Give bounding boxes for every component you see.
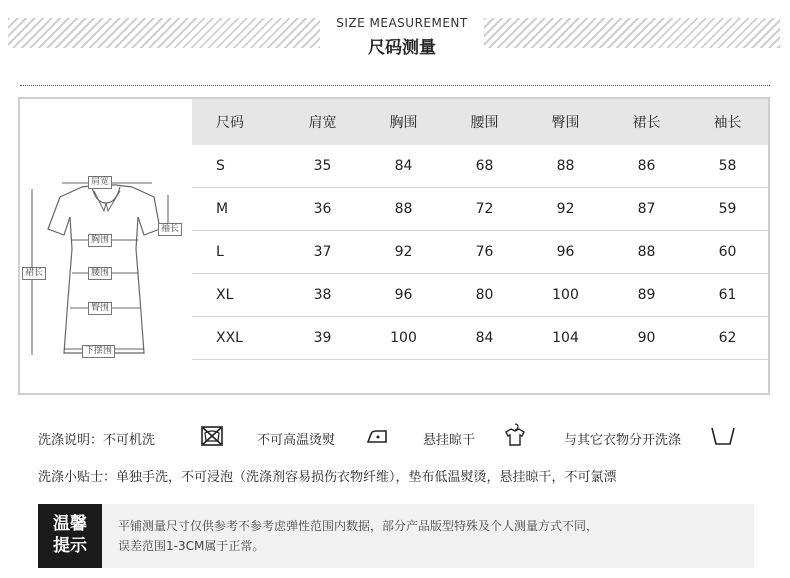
wash-label-text: 洗涤说明： [38, 433, 104, 448]
notice-badge-line2: 提示 [53, 536, 87, 556]
header-cell: 臀围 [525, 99, 606, 145]
value-cell: 100 [525, 274, 606, 317]
size-table-header [192, 99, 768, 145]
header-cell: 胸围 [363, 99, 444, 145]
size-cell: XL [192, 274, 282, 317]
title-english: SIZE MEASUREMENT [336, 16, 468, 30]
value-cell: 100 [363, 317, 444, 360]
separate-wash-icon [710, 424, 736, 448]
size-cell: S [192, 145, 282, 188]
divider-dotted [20, 85, 770, 86]
value-cell: 84 [363, 145, 444, 188]
notice-badge-line1: 温馨 [53, 514, 87, 534]
no-high-iron-text: 不可高温烫熨 [257, 433, 336, 448]
label-length: 裙长 [22, 267, 46, 280]
size-table [192, 99, 768, 398]
value-cell: 38 [282, 274, 363, 317]
label-hem: 下摆围 [82, 345, 115, 358]
no-machine-wash-icon [199, 424, 225, 448]
table-row-empty [192, 360, 768, 399]
value-cell: 58 [687, 145, 768, 188]
header-cell: 袖长 [687, 99, 768, 145]
value-cell: 72 [444, 188, 525, 231]
header-cell: 肩宽 [282, 99, 363, 145]
header-hatch-left [8, 18, 320, 48]
notice-text [118, 516, 738, 556]
value-cell: 92 [363, 231, 444, 274]
notice-line1: 平铺测量尺寸仅供参考不参考虑弹性范围内数据，部分产品版型特殊及个人测量方式不同， [118, 519, 599, 533]
dress-measurement-figure [20, 99, 192, 393]
wash-label [38, 429, 155, 448]
notice-badge [38, 504, 102, 568]
iron-icon [364, 424, 390, 448]
table-row [192, 145, 768, 188]
size-cell: M [192, 188, 282, 231]
value-cell: 84 [444, 317, 525, 360]
label-chest: 胸围 [88, 234, 112, 247]
header-cell: 腰围 [444, 99, 525, 145]
hang-dry-text: 悬挂晾干 [423, 433, 476, 448]
value-cell: 96 [525, 231, 606, 274]
label-waist: 腰围 [88, 267, 112, 280]
hang-dry-icon [502, 422, 528, 446]
value-cell: 92 [525, 188, 606, 231]
size-cell: L [192, 231, 282, 274]
value-cell: 104 [525, 317, 606, 360]
label-sleeve: 袖长 [158, 223, 182, 236]
value-cell: 39 [282, 317, 363, 360]
value-cell: 80 [444, 274, 525, 317]
separate-wash-text: 与其它衣物分开洗涤 [564, 433, 682, 448]
wash-tips-text: 单独手洗，不可浸泡（洗涤剂容易损伤衣物纤维），垫布低温熨烫，悬挂晾干，不可氯漂 [116, 470, 617, 485]
value-cell: 87 [606, 188, 687, 231]
label-hip: 臀围 [88, 302, 112, 315]
value-cell: 60 [687, 231, 768, 274]
value-cell: 36 [282, 188, 363, 231]
title-chinese: 尺码测量 [368, 38, 436, 58]
value-cell: 89 [606, 274, 687, 317]
value-cell: 59 [687, 188, 768, 231]
value-cell: 88 [606, 231, 687, 274]
table-row [192, 188, 768, 231]
value-cell: 86 [606, 145, 687, 188]
notice-line2: 误差范围1-3CM属于正常。 [118, 539, 265, 553]
value-cell: 90 [606, 317, 687, 360]
value-cell: 37 [282, 231, 363, 274]
value-cell: 61 [687, 274, 768, 317]
table-row [192, 231, 768, 274]
value-cell: 88 [525, 145, 606, 188]
value-cell: 96 [363, 274, 444, 317]
wash-tips-label: 洗涤小贴士： [38, 470, 117, 485]
wash-no-machine-text: 不可机洗 [103, 433, 156, 448]
size-cell: XXL [192, 317, 282, 360]
value-cell: 88 [363, 188, 444, 231]
wash-tips [38, 466, 778, 485]
header-hatch-right [484, 18, 780, 48]
header-cell: 裙长 [606, 99, 687, 145]
table-row [192, 317, 768, 360]
value-cell: 76 [444, 231, 525, 274]
value-cell: 35 [282, 145, 363, 188]
value-cell: 62 [687, 317, 768, 360]
header-cell: 尺码 [192, 99, 282, 145]
label-shoulder: 肩宽 [88, 176, 112, 189]
value-cell: 68 [444, 145, 525, 188]
table-row [192, 274, 768, 317]
